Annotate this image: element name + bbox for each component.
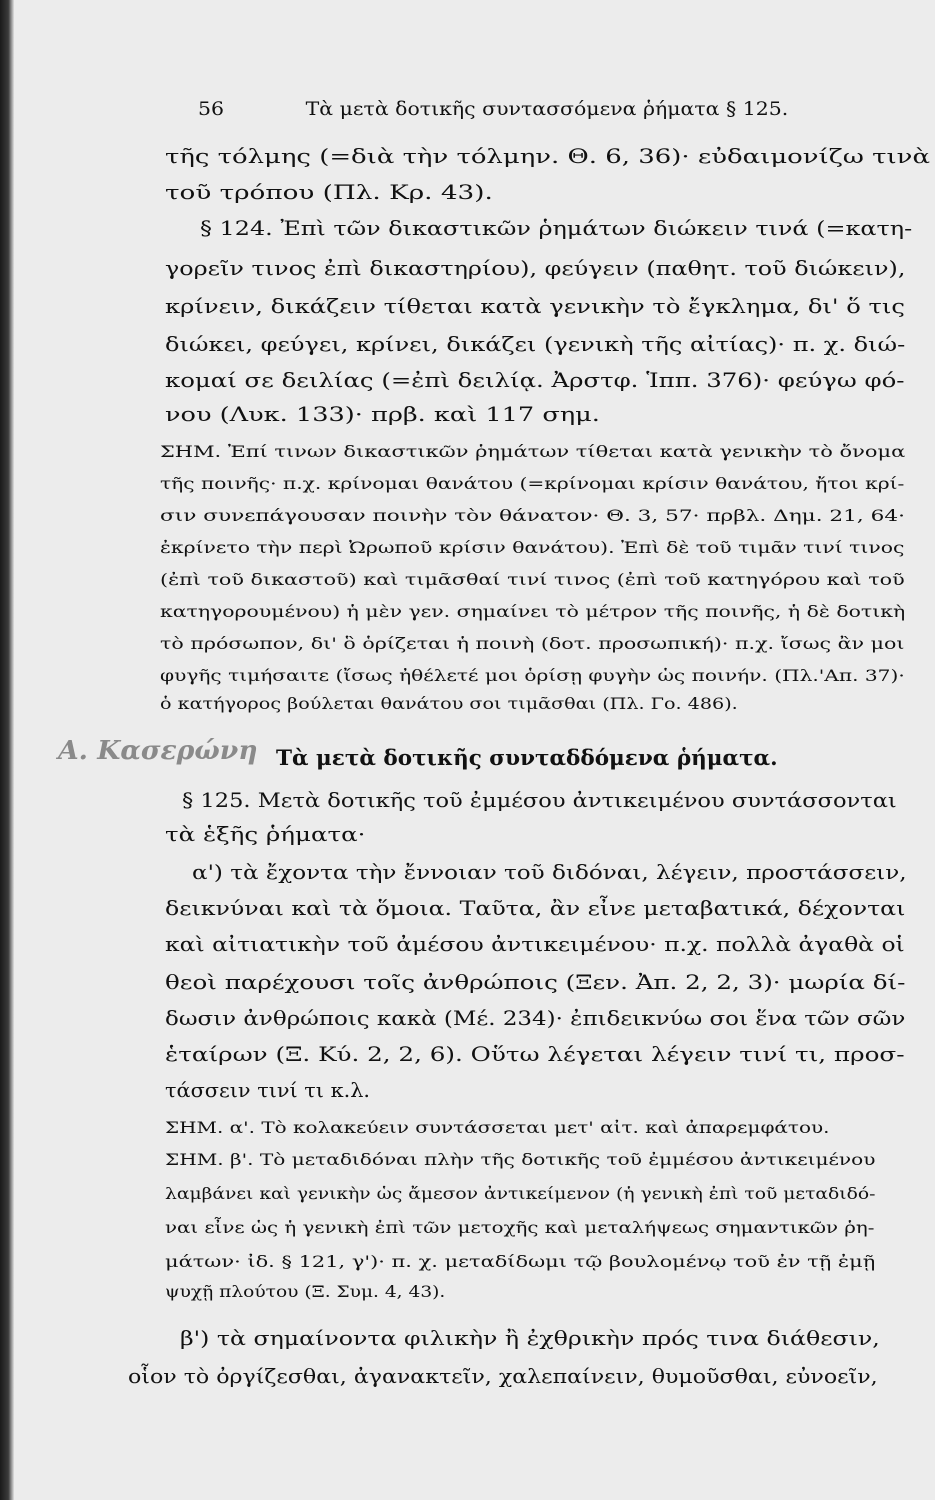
page-number: 56	[198, 98, 225, 120]
note-line: (ἐπὶ τοῦ δικαστοῦ) καὶ τιμᾶσθαί τινί τινος (ἐπὶ τοῦ κατηγόρου καὶ τοῦ	[160, 570, 905, 589]
running-header	[198, 100, 788, 119]
note-line: ΣΗΜ. α'. Τὸ κολακεύειν συντάσσεται μετ' αἰτ. καὶ ἀπαρεμφάτου.	[165, 1118, 830, 1137]
body-line: γορεῖν τινος ἐπὶ δικαστηρίου), φεύγειν (παθητ. τοῦ διώκειν),	[165, 256, 906, 280]
body-line: § 124. Ἐπὶ τῶν δικαστικῶν ῥημάτων διώκειν τινά (=κατη-	[200, 216, 913, 240]
handwritten-signature: Α. Κασερώνη	[58, 736, 258, 766]
note-line: ναι εἶνε ὡς ἡ γενικὴ ἐπὶ τῶν μετοχῆς καὶ μεταλήψεως σημαντικῶν ῥη-	[165, 1218, 875, 1237]
note-line: ΣΗΜ. Ἐπί τινων δικαστικῶν ῥημάτων τίθεται κατὰ γενικὴν τὸ ὄνομα	[160, 442, 906, 461]
body-line: τῆς τόλμης (=διὰ τὴν τόλμην. Θ. 6, 36)· εὐδαιμονίζω τινὰ	[165, 144, 930, 168]
note-line: φυγῆς τιμήσαιτε (ἴσως ἠθέλετέ μοι ὁρίσῃ φυγὴν ὡς ποινήν. (Πλ.'Απ. 37)·	[160, 666, 905, 685]
body-line: καὶ αἰτιατικὴν τοῦ ἀμέσου ἀντικειμένου· π.χ. πολλὰ ἀγαθὰ οἱ	[165, 932, 905, 956]
body-line: τὰ ἑξῆς ῥήματα·	[165, 822, 366, 846]
body-line: τάσσειν τινί τι κ.λ.	[165, 1078, 371, 1102]
body-line: οἷον τὸ ὀργίζεσθαι, ἀγανακτεῖν, χαλεπαίνειν, θυμοῦσθαι, εὐνοεῖν,	[128, 1364, 878, 1388]
note-line: μάτων· ἰδ. § 121, γ')· π. χ. μεταδίδωμι τῷ βουλομένῳ τοῦ ἐν τῇ ἐμῇ	[165, 1252, 876, 1271]
body-line: § 125. Μετὰ δοτικῆς τοῦ ἐμμέσου ἀντικειμένου συντάσσονται	[182, 788, 897, 812]
section-heading	[58, 736, 778, 770]
note-line: τῆς ποινῆς· π.χ. κρίνομαι θανάτου (=κρίνομαι κρίσιν θανάτου, ἤτοι κρί-	[160, 474, 905, 493]
body-line: διώκει, φεύγει, κρίνει, δικάζει (γενικὴ τῆς αἰτίας)· π. χ. διώ-	[165, 332, 906, 356]
page-binding-shadow	[0, 0, 14, 1500]
body-line: θεοὶ παρέχουσι τοῖς ἀνθρώποις (Ξεν. Ἀπ. 2, 2, 3)· μωρία δί-	[165, 970, 906, 994]
body-line: α') τὰ ἔχοντα τὴν ἔννοιαν τοῦ διδόναι, λέγειν, προστάσσειν,	[192, 860, 907, 884]
body-line: τοῦ τρόπου (Πλ. Κρ. 43).	[165, 180, 493, 204]
body-line: β') τὰ σημαίνοντα φιλικὴν ἢ ἐχθρικὴν πρός τινα διάθεσιν,	[180, 1326, 880, 1350]
body-line: κομαί σε δειλίας (=ἐπὶ δειλίᾳ. Ἀρστφ. Ἱππ. 376)· φεύγω φό-	[165, 368, 905, 392]
note-line: σιν συνεπάγουσαν ποινὴν τὸν θάνατον· Θ. 3, 57· πρβλ. Δημ. 21, 64·	[160, 506, 905, 525]
body-line: ἑταίρων (Ξ. Κύ. 2, 2, 6). Οὕτω λέγεται λέγειν τινί τι, προσ-	[165, 1042, 905, 1066]
note-line: ἐκρίνετο τὴν περὶ Ὠρωποῦ κρίσιν θανάτου). Ἐπὶ δὲ τοῦ τιμᾶν τινί τινος	[160, 538, 905, 557]
note-line: ψυχῇ πλούτου (Ξ. Συμ. 4, 43).	[165, 1282, 446, 1301]
note-line: ΣΗΜ. β'. Τὸ μεταδιδόναι πλὴν τῆς δοτικῆς τοῦ ἐμμέσου ἀντικειμένου	[165, 1150, 876, 1169]
body-line: νου (Λυκ. 133)· πρβ. καὶ 117 σημ.	[165, 402, 600, 426]
body-line: δωσιν ἀνθρώποις κακὰ (Μέ. 234)· ἐπιδεικνύω σοι ἕνα τῶν σῶν	[165, 1006, 906, 1030]
body-line: δεικνύναι καὶ τὰ ὅμοια. Ταῦτα, ἂν εἶνε μεταβατικά, δέχονται	[165, 896, 906, 920]
note-line: λαμβάνει καὶ γενικὴν ὡς ἄμεσον ἀντικείμενον (ἡ γενικὴ ἐπὶ τοῦ μεταδιδό-	[165, 1184, 876, 1203]
note-line: τὸ πρόσωπον, δι' ὃ ὁρίζεται ἡ ποινὴ (δοτ. προσωπική)· π.χ. ἴσως ἂν μοι	[160, 634, 905, 653]
note-line: κατηγορουμένου) ἡ μὲν γεν. σημαίνει τὸ μέτρον τῆς ποινῆς, ἡ δὲ δοτικὴ	[160, 602, 906, 621]
note-line: ὁ κατήγορος βούλεται θανάτου σοι τιμᾶσθαι (Πλ. Γο. 486).	[160, 694, 738, 713]
body-line: κρίνειν, δικάζειν τίθεται κατὰ γενικὴν τὸ ἔγκλημα, δι' ὅ τις	[165, 294, 905, 318]
running-title: Τὰ μετὰ δοτικῆς συντασσόμενα ῥήματα § 125.	[305, 98, 789, 120]
section-title: Τὰ μετὰ δοτικῆς συνταδδόμενα ῥήματα.	[276, 745, 778, 770]
